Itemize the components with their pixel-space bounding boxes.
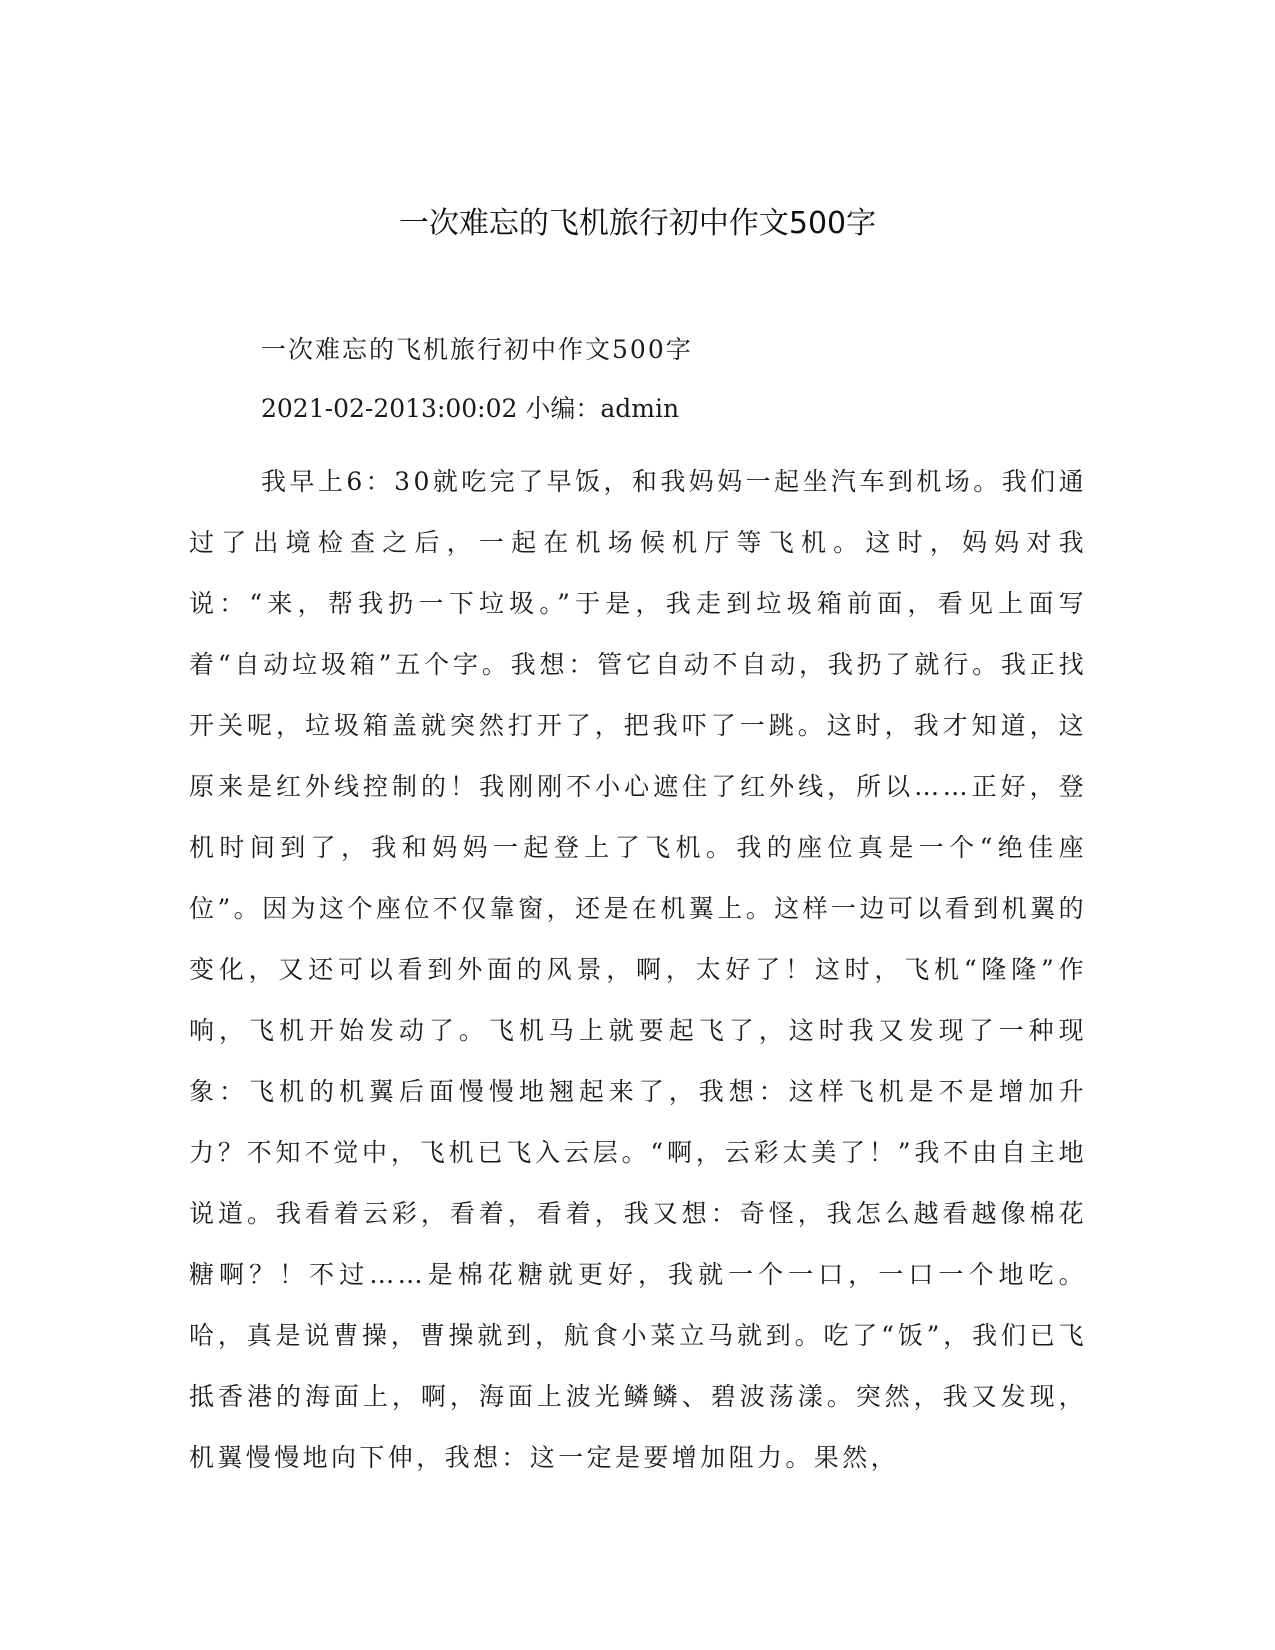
document-title: 一次难忘的飞机旅行初中作文500字 — [398, 206, 877, 241]
article-paragraph: 我早上6：30就吃完了早饭，和我妈妈一起坐汽车到机场。我们通过了出境检查之后，一起在机场候机厅等飞机。这时，妈妈对我说：“来，帮我扔一下垃圾。”于是，我走到垃圾箱前面，看见上面写着“自动垃圾箱”五个字。我想：管它自动不自动，我扔了就行。我正找开关呢，垃圾箱盖就突然打开了，把我吓了一跳。这时，我才知道，这原来是红外线控制的！我刚刚不小心遮住了红外线，所以……正好，登机时间到了，我和妈妈一起登上了飞机。我的座位真是一个“绝佳座位”。因为这个座位不仅靠窗，还是在机翼上。这样一边可以看到机翼的变化，又还可以看到外面的风景，啊，太好了！这时，飞机“隆隆”作响，飞机开始发动了。飞机马上就要起飞了，这时我又发现了一种现象：飞机的机翼后面慢慢地翘起来了，我想：这样飞机是不是增加升力？不知不觉中，飞机已飞入云层。“啊，云彩太美了！”我不由自主地说道。我看着云彩，看着，看着，我又想：奇怪，我怎么越看越像棉花糖啊？！不过……是棉花糖就更好，我就一个一口，一口一个地吃。哈，真是说曹操，曹操就到，航食小菜立马就到。吃了“饭”，我们已飞抵香港的海面上，啊，海面上波光鳞鳞、碧波荡漾。突然，我又发现，机翼慢慢地向下伸，我想：这一定是要增加阻力。果然， — [189, 467, 1087, 1472]
article-subtitle: 一次难忘的飞机旅行初中作文500字 — [261, 335, 693, 364]
article-meta: 2021-02-2013:00:02 小编：admin — [261, 394, 680, 423]
